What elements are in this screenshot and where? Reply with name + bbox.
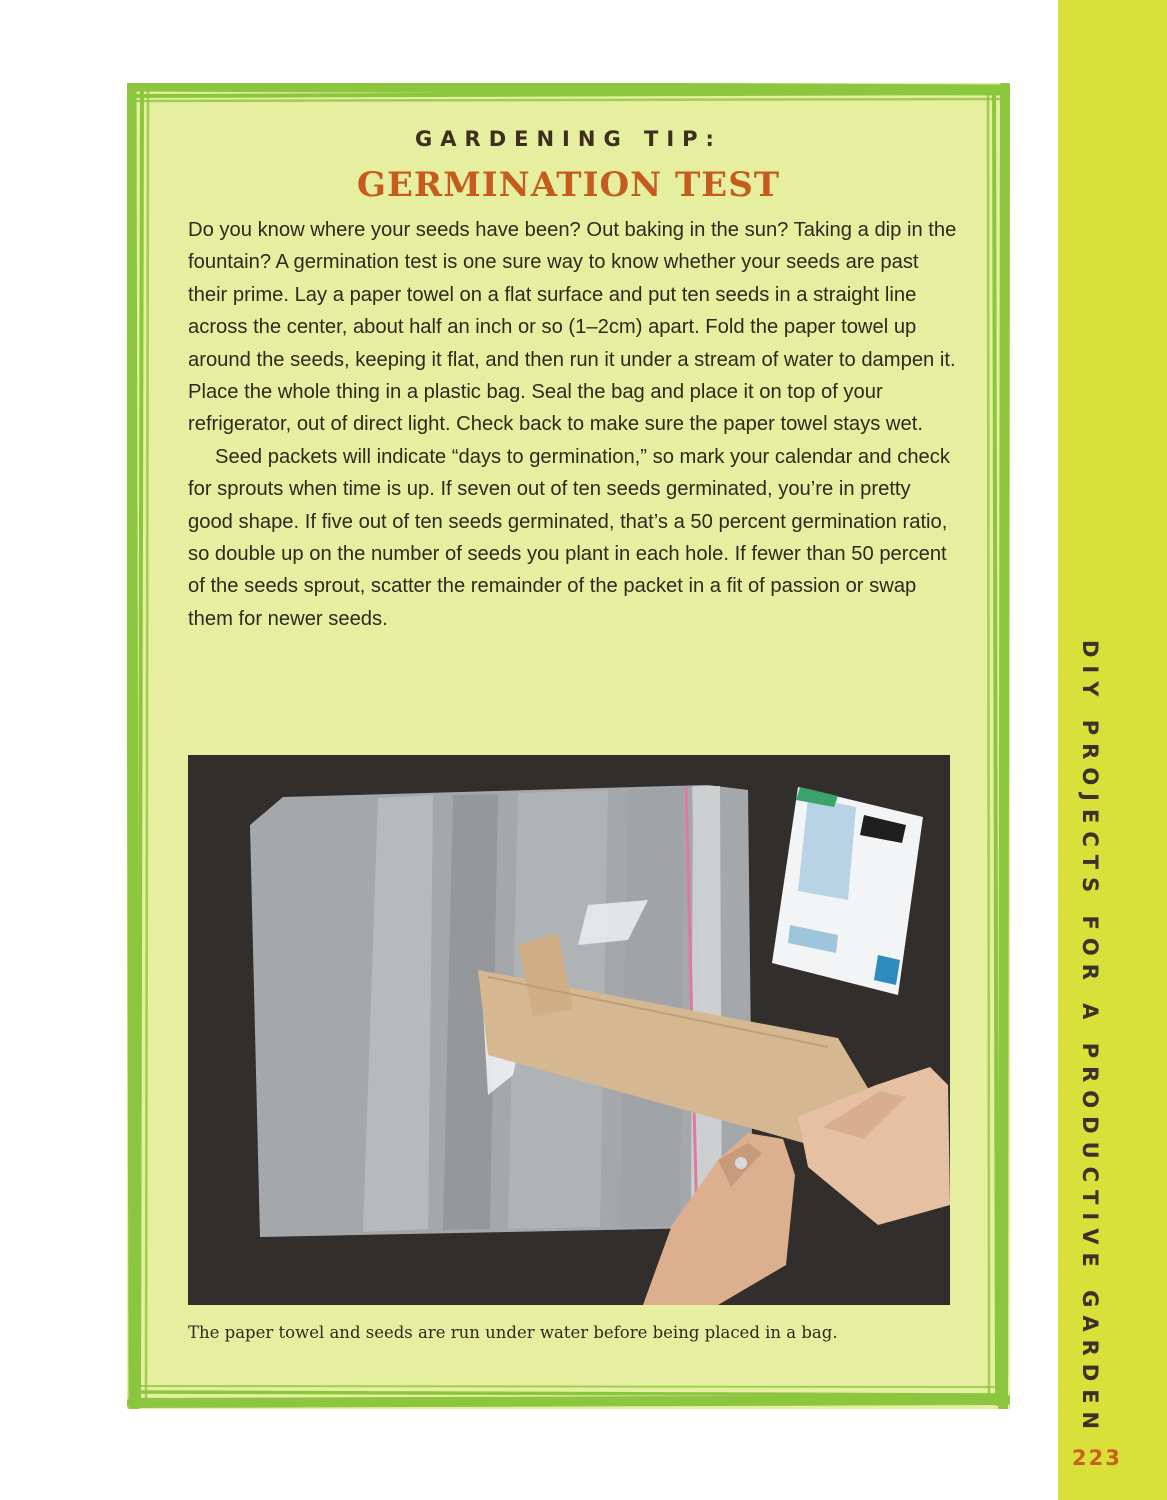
tip-paragraph-1: Do you know where your seeds have been? Out baking in the sun? Taking a dip in the fountain? A germination test is one sure way to know whether your seeds are past their prime. Lay a paper towel on a flat surface and put ten seeds in a straight line across the center, about half an inch or so (1–2cm) apart. Fold the paper towel up around the seeds, keeping it flat, and then run it under a stream of water to dampen it. Place the whole thing in a plastic bag. Seal the bag and place it on top of your refrigerator, out of direct light. Check back to make sure the paper towel stays wet.	[188, 219, 957, 436]
section-title: DIY PROJECTS FOR A PRODUCTIVE GARDEN	[1078, 640, 1102, 1438]
photo-caption: The paper towel and seeds are run under water before being placed in a bag.	[188, 1323, 838, 1342]
germination-photo	[188, 755, 950, 1305]
tip-body	[188, 214, 960, 635]
tip-paragraph-2: Seed packets will indicate “days to germination,” so mark your calendar and check for sprouts when time is up. If seven out of ten seeds germinated, you’re in pretty good shape. If five out of ten seeds germinated, that’s a 50 percent germination ratio, so double up on the number of seeds you plant in each hole. If fewer than 50 percent of the seeds sprout, scatter the remainder of the packet in a fit of passion or swap them for newer seeds.	[188, 445, 950, 630]
tip-eyebrow: GARDENING TIP:	[415, 127, 722, 151]
gardening-tip-box	[127, 83, 1010, 1409]
page-number: 223	[1072, 1446, 1122, 1470]
tip-title: GERMINATION TEST	[356, 165, 781, 205]
